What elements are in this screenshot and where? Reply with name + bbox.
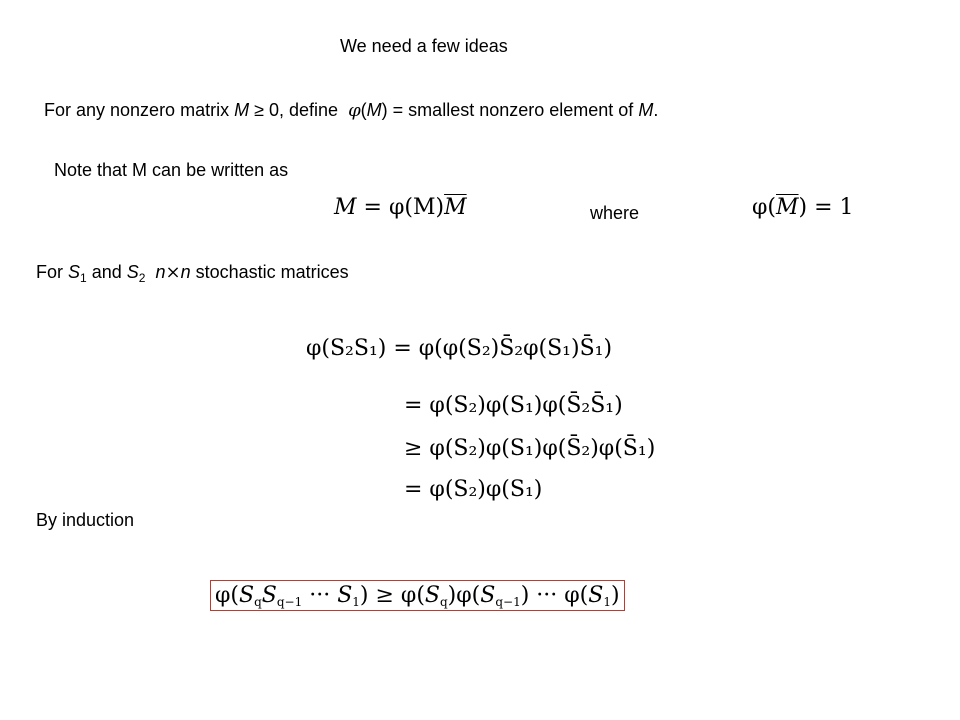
induction-label: By induction <box>36 510 135 530</box>
stochastic-text: and <box>86 262 127 282</box>
normalized-matrix: $\overline{M}$ <box>444 195 467 220</box>
equation-phi-one <box>752 195 854 220</box>
stochastic-line <box>36 262 349 283</box>
definition-text: For any nonzero matrix <box>44 100 235 120</box>
n-symbol: n <box>180 262 191 282</box>
paren: ( <box>360 100 367 120</box>
induction-equation-box: $\varphi(S_qS_{q-1}$ ··· $S_1) \ge \varphi(S_q)\varphi(S_{q-1})$ ··· $\varphi(S_1)$ <box>210 580 625 611</box>
inequality-chain-line-3: ≥ φ(S₂)φ(S₁)φ(S̄₂)φ(S̄₁) <box>404 436 656 461</box>
note-text: Note that M can be written as <box>54 160 289 180</box>
equation-text: = φ(M) <box>356 195 445 220</box>
period: . <box>653 100 659 120</box>
equation-m-decomposition <box>334 195 467 220</box>
definition-text-mid: 0, define <box>263 100 344 120</box>
equation-text: ) = 1 <box>798 195 854 220</box>
inequality-chain-line-4: = φ(S₂)φ(S₁) <box>404 477 543 502</box>
equation-text: φ( <box>752 195 776 220</box>
definition-text-end: = smallest nonzero element of <box>387 100 639 120</box>
inequality-chain-line-1: φ(S₂S₁) = φ(φ(S₂)S̄₂φ(S₁)S̄₁) <box>306 336 613 361</box>
phi-symbol: φ <box>348 100 361 121</box>
definition-line <box>44 100 658 121</box>
ge-symbol: ≥ <box>254 100 264 120</box>
slide-title: We need a few ideas <box>340 36 508 56</box>
subscript: 1 <box>80 271 87 285</box>
stochastic-text: For <box>36 262 69 282</box>
s-symbol: S <box>68 262 81 282</box>
where-text: where <box>590 203 640 223</box>
times-symbol: × <box>165 262 181 283</box>
stochastic-text: stochastic matrices <box>190 262 349 282</box>
n-symbol: n <box>155 262 166 282</box>
paren: ) <box>381 100 388 120</box>
s-symbol: S <box>126 262 139 282</box>
inequality-chain-line-2: = φ(S₂)φ(S₁)φ(S̄₂S̄₁) <box>404 393 623 418</box>
matrix-symbol: M <box>366 100 382 120</box>
normalized-matrix: $\overline{M}$ <box>776 195 799 220</box>
subscript: 2 <box>138 271 146 285</box>
matrix-symbol: M <box>334 195 357 220</box>
matrix-symbol: M <box>234 100 250 120</box>
matrix-symbol: M <box>638 100 654 120</box>
